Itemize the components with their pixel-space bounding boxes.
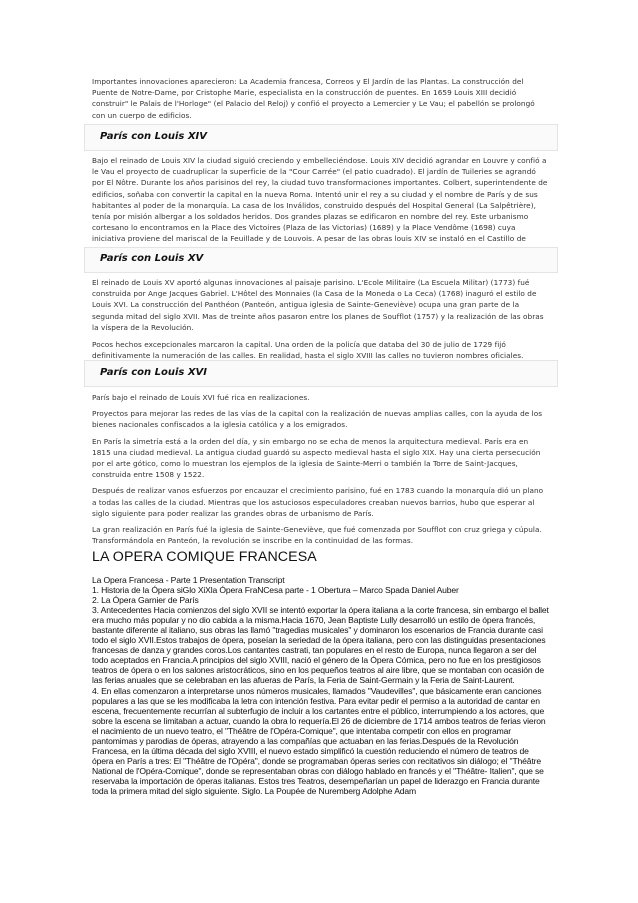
section-title-louis-xiv: París con Louis XIV	[100, 131, 208, 142]
paragraph: El reinado de Louis XV aportó algunas innovaciones al paisaje parisino. L'Ecole Militaire (La Escuela Militar) (1773) fué construida por Ange Jacques Gabriel. L'Hôtel des Monnaies (la Casa de la Moneda o La Ceca) (1768) inaguró el estilo de Louis XVI. La construcción del Panthéon (Panteón, antigua iglesia de Sainte-Geneviève) ocupa una gran parte de la segunda mitad del siglo XVII. Mas de treinte años pasaron entre los planes de Soufflot (1757) y la realización de las obras la víspera de la Revolución.	[92, 278, 544, 332]
article-title: LA OPERA COMIQUE FRANCESA	[92, 549, 317, 565]
paragraph: París bajo el reinado de Louis XVI fué rica en realizaciones.	[92, 393, 310, 402]
paragraph: Después de realizar vanos esfuerzos por encauzar el crecimiento parisino, fué en 1783 cuando la monarquía dió un plano a todas las calles de la ciudad. Mientras que los astuciosos especuladores creaban nuevos barrios, hubo que esperar al siglo siguiente para poder realizar las grandes obras de urbanismo de París.	[92, 486, 544, 518]
section-body-louis-xiv	[92, 155, 548, 256]
paragraph: Proyectos para mejorar las redes de las vías de la capital con la realización de nuevas amplias calles, con la ayuda de los bienes nacionales confiscados a la iglesia católica y a los emigrados.	[92, 409, 543, 430]
paragraph: Pocos hechos excepcionales marcaron la capital. Una orden de la policía que databa del 30 de julio de 1729 fijó definitivamente la numeración de las calles. En realidad, hasta el siglo XVIII las calles no tuvieron nombres oficiales.	[92, 340, 524, 361]
section-title-louis-xvi: París con Louis XVI	[100, 367, 208, 378]
intro-text: Importantes innovaciones aparecieron: La Academia francesa, Correos y El Jardín de las Plantas. La construcción del Puente de Notre-Dame, por Cristophe Marie, especialista en la construcción de puentes. En 1659 Louis XIII decidió construir" le Palais de l'Horloge" (el Palacio del Reloj) y confió el proyecto a Lemercier y Le Vau; el pabellón se prolongó con un cuerpo de edificios.	[92, 77, 535, 120]
section-body-louis-xvi	[92, 392, 548, 546]
paragraph: Bajo el reinado de Louis XIV la ciudad siguió creciendo y embelleciéndose. Louis XIV decidió agrandar en Louvre y confió a le Vau el proyecto de cuadruplicar la superficie de la "Cour Carrée" (el patio cuadrado). El jardín de Tuileries se agrandó por El Nôtre. Durante los años parisinos del rey, la ciudad tuvo transformaciones importantes. Colbert, superintendente de edificios, soñaba con convertir la capital en la nueva Roma. Intentó unir el rey a su ciudad y el nombre de París y de sus habitantes al poder de la monarquía. La casa de los Inválidos, construido después del Hospital General (La Salpêtrière), tenía por misión albergar a los soldados heridos. Dos grandes plazas se edificaron en nombre del rey. Este urbanismo cortesano lo encontramos en la Place des Victoires (Plaza de las Victorias) (1689) y la Place Vendôme (1698) cuya iniciativa proviene del mariscal de la Feuillade y de Louvois. A pesar de las obras louis XIV se instaló en el Castillo de	[92, 156, 548, 244]
article-line: 3. Antecedentes Hacia comienzos del siglo XVII se intentó exportar la ópera italiana a la corte francesa, sin embargo el ballet era mucho más popular y no dio cabida a la misma.Hacia 1670, Jean Baptiste Lully desarrolló un estilo de ópera francés, bastante diferente al italiano, sus obras las llamó "tragedias musicales" y dominaron los escenarios de Francia durante casi todo el siglo XVII.Estos trabajos de ópera, poseían la seriedad de la ópera italiana, pero con las distinguidas presentaciones francesas de danza y grandes coros.Los cantantes castrati, tan populares en el resto de Europa, nunca llegaron a ser del todo aceptados en Francia.A principios del siglo XVIII, nació el género de la Ópera Cómica, pero no fue en los prestigiosos teatros de ópera o en los salones aristocráticos, sino en los pequeños teatros al aire libre, que se montaban con ocasión de las ferias anuales que se celebraban en las afueras de París, la Feria de Saint-Germain y la Feria de Saint-Laurent.	[92, 605, 549, 686]
section-title-louis-xv: París con Louis XV	[100, 253, 204, 264]
paragraph: En París la simetría está a la orden del día, y sin embargo no se echa de menos la arquitectura medieval. París era en 1815 una ciudad medieval. La antigua ciudad guardó su aspecto medieval hasta el siglo XIX. Hay una cierta persecución por el arte gótico, como lo muestran los ejemplos de la iglesia de Sainte-Merri o también la Torre de Saint-Jacques, construida entre 1508 y 1522.	[92, 436, 541, 480]
article-line: 4. En ellas comenzaron a interpretarse unos números musicales, llamados "Vaudevilles", que básicamente eran canciones populares a las que se les modificaba la letra con intención festiva. Para evitar pedir el permiso a la autoridad de cantar en escena, frecuentemente recurrían al subterfugio de incluir a los cartantes entre el público, interrumpiendo a los actores, que sobre la escena se limitaban a actuar, cuando la obra lo requería.El 26 de diciembre de 1714 ambos teatros de ferias vieron el nacimiento de un nuevo teatro, el "Théâtre de l'Opéra-Comique", que intentaba competir con ellos en programar pantomimas y parodias de óperas, atrayendo a las compañías que actuaban en las ferias.Después de la Revolución Francesa, en la última década del siglo XVIII, el nuevo estado simplificó la cuestión reduciendo el número de teatros de ópera en París a tres: El "Théâtre de l'Opéra", donde se programaban óperas series con recitativos sin diálogo; el "Théâtre National de l'Opéra-Comique", donde se representaban obras con diálogo hablado en francés y el "Théâtre- Italien", que se reservaba la importación de óperas italianas. Estos tres Teatros, desempeñarían un papel de liderazgo en Francia durante toda la primera mitad del siglo siguiente. Siglo. La Poupée de Nuremberg Adolphe Adam	[92, 685, 546, 796]
paragraph: La gran realización en París fué la iglesia de Sainte-Geneviève, que fué comenzada por Soufflot con cruz griega y cúpula. Transformándola en Panteón, la revolución se inscribe en la continuidad de las formas.	[92, 525, 542, 546]
intro-paragraph	[92, 76, 548, 121]
article-line: 1. Historia de la Ópera siGlo XiXla Ópera FraNCesa parte - 1 Obertura – Marco Spada Daniel Auber	[92, 585, 459, 596]
article-line: 2. La Ópera Garnier de París	[92, 595, 199, 606]
section-body-louis-xv	[92, 277, 548, 361]
article-line: La Opera Francesa - Parte 1 Presentation Transcript	[92, 575, 285, 585]
article-body	[92, 575, 552, 796]
